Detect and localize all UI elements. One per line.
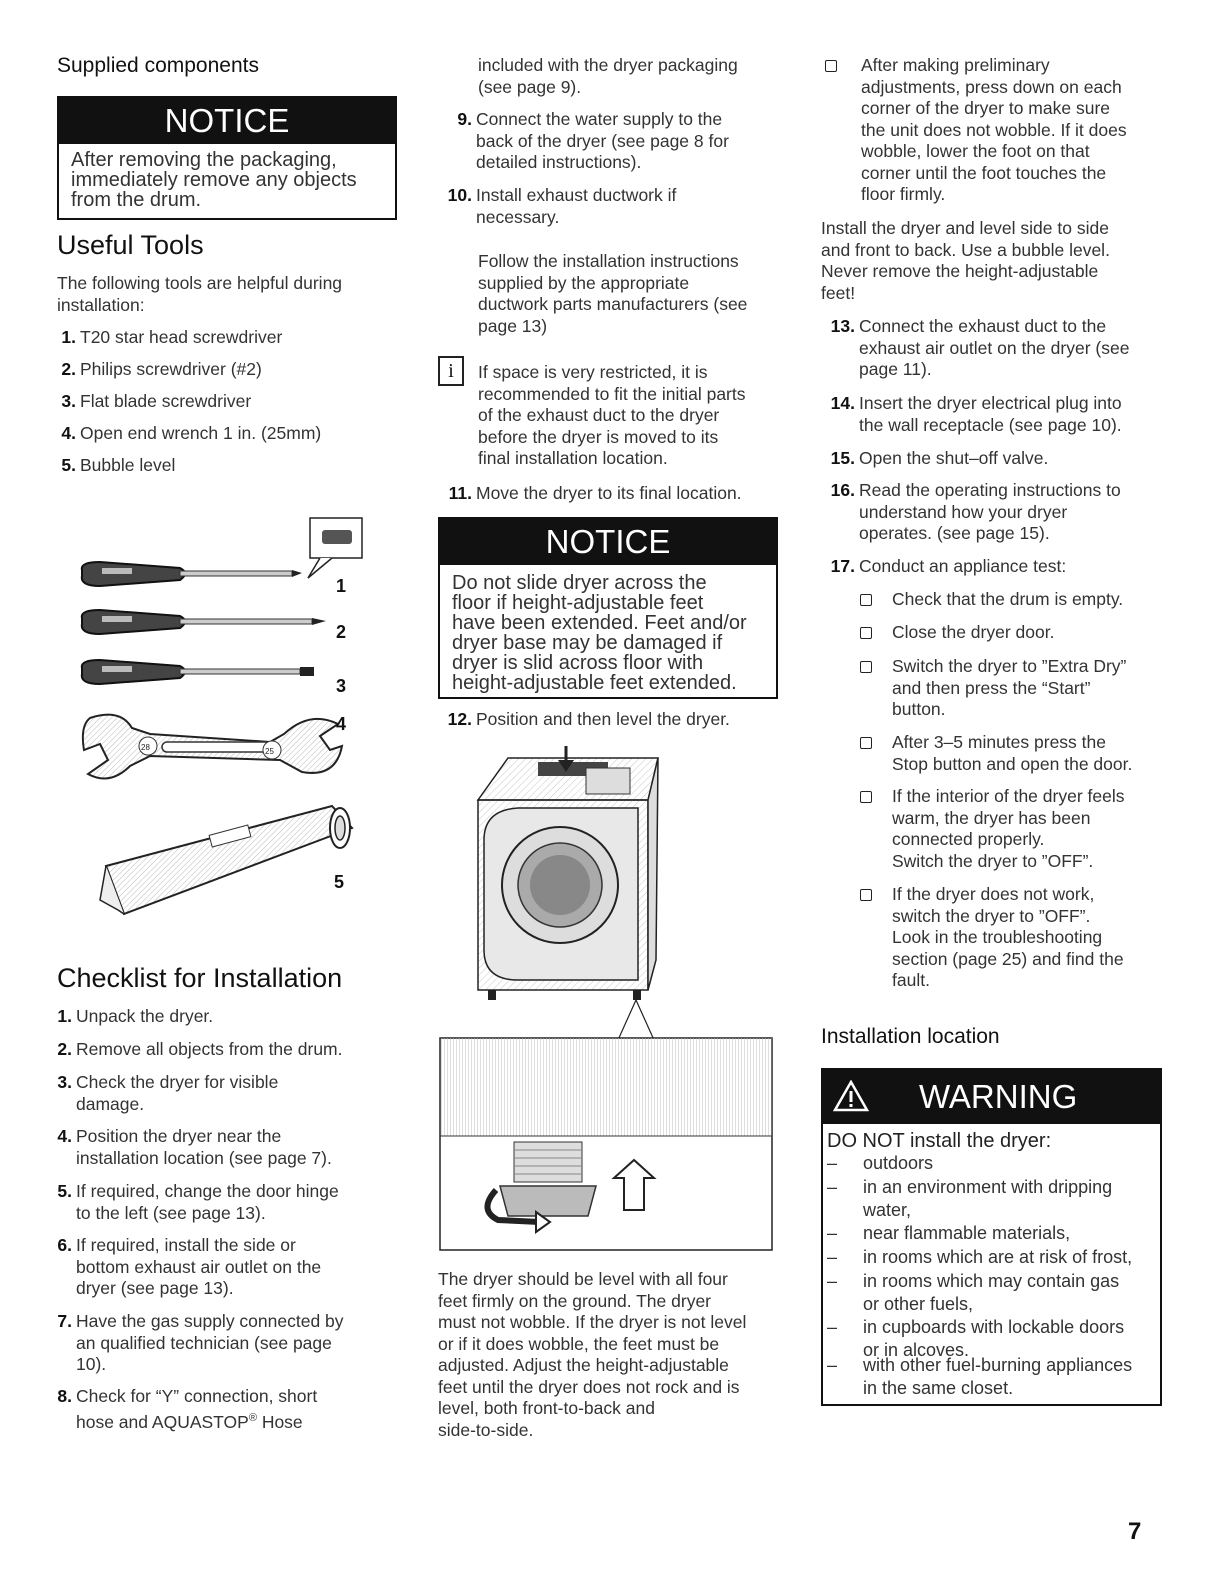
text-line: in the same closet. bbox=[863, 1378, 1014, 1398]
checklist-heading: Checklist for Installation bbox=[57, 963, 343, 993]
checklist-text bbox=[476, 185, 676, 228]
text-line: final installation location. bbox=[478, 448, 668, 468]
leveling-text bbox=[438, 1269, 746, 1441]
text-line: section (page 25) and find the bbox=[892, 948, 1124, 969]
checklist-text bbox=[892, 656, 1126, 721]
checklist-text bbox=[892, 732, 1132, 775]
notice-line: dryer base may be damaged if bbox=[452, 632, 723, 654]
warning-item: – bbox=[827, 1153, 838, 1173]
dryer-icon bbox=[478, 758, 658, 1000]
checkbox-icon bbox=[825, 60, 837, 72]
text-line: adjusted. Adjust the height-adjustable bbox=[438, 1355, 729, 1375]
checklist-text bbox=[76, 1235, 321, 1300]
warning-triangle-icon bbox=[833, 1080, 869, 1112]
list-number: 11. bbox=[448, 483, 472, 503]
prelim-check-item bbox=[825, 55, 1165, 204]
text-line: Connect the exhaust duct to the bbox=[859, 316, 1107, 336]
warning-item: – bbox=[827, 1271, 838, 1291]
checklist-item bbox=[434, 109, 729, 174]
text-line: necessary. bbox=[476, 206, 560, 227]
checklist-text: Move the dryer to its final location. bbox=[476, 483, 742, 503]
notice-title: NOTICE bbox=[59, 98, 395, 144]
text-line: If required, install the side or bbox=[76, 1235, 296, 1255]
text-line: Look in the troubleshooting bbox=[892, 927, 1103, 947]
list-number: 2. bbox=[61, 359, 76, 379]
list-number: 5. bbox=[57, 1181, 72, 1201]
checklist-text bbox=[859, 316, 1129, 381]
checklist-text: Close the dryer door. bbox=[892, 622, 1055, 642]
checkbox-icon bbox=[860, 661, 872, 673]
warning-item-text bbox=[863, 1354, 1132, 1400]
text-line: of the exhaust duct to the dryer bbox=[478, 405, 720, 425]
checklist-item bbox=[34, 1311, 344, 1376]
checklist-item bbox=[34, 1072, 278, 1115]
warning-item-text: in rooms which are at risk of frost, bbox=[863, 1247, 1133, 1267]
text-line: or if it does wobble, the feet must be bbox=[438, 1333, 720, 1354]
text-line: feet until the dryer does not rock and is bbox=[438, 1376, 740, 1397]
text-line: corner until the foot touches the bbox=[861, 162, 1107, 183]
foot-detail-icon bbox=[440, 1038, 772, 1250]
list-number: 9. bbox=[457, 109, 472, 129]
checklist-text bbox=[76, 1181, 339, 1224]
tool-item bbox=[38, 327, 282, 349]
text-line: Follow the installation instructions bbox=[478, 251, 739, 271]
checklist-text bbox=[476, 109, 729, 174]
figure-label-1: 1 bbox=[336, 576, 347, 596]
text-line: switch the dryer to ”OFF”. bbox=[892, 905, 1091, 926]
checklist-text bbox=[892, 884, 1124, 992]
text-line: ductwork parts manufacturers (see bbox=[478, 294, 748, 314]
tool-item bbox=[38, 423, 321, 445]
text-line: If required, change the door hinge bbox=[76, 1181, 339, 1201]
text-line: floor firmly. bbox=[861, 184, 946, 204]
tool-item bbox=[38, 455, 175, 477]
text-line: feet! bbox=[821, 282, 856, 303]
list-number: 14. bbox=[830, 393, 855, 413]
text-line: and then press the “Start” bbox=[892, 677, 1091, 698]
text-line: connected properly. bbox=[892, 829, 1045, 849]
notice-line: from the drum. bbox=[71, 189, 202, 211]
notice-line: height-adjustable feet extended. bbox=[452, 672, 737, 694]
tool-text: Flat blade screwdriver bbox=[80, 391, 252, 411]
checklist-text bbox=[859, 393, 1122, 436]
checklist-text: Conduct an appliance test: bbox=[859, 556, 1067, 576]
text-line: Read the operating instructions to bbox=[859, 480, 1121, 500]
checklist-text: Check that the drum is empty. bbox=[892, 589, 1124, 609]
tool-text: T20 star head screwdriver bbox=[80, 327, 283, 347]
zoom-line bbox=[618, 1000, 636, 1040]
list-number: 3. bbox=[61, 391, 76, 411]
text-line: recommended to fit the initial parts bbox=[478, 383, 746, 404]
text-line: or other fuels, bbox=[863, 1294, 974, 1314]
text-line: adjustments, press down on each bbox=[861, 76, 1122, 97]
text-line: Connect the water supply to the bbox=[476, 109, 723, 129]
text-line: exhaust air outlet on the dryer (see bbox=[859, 337, 1130, 358]
notice-title: NOTICE bbox=[440, 519, 776, 565]
text-line: Check the dryer for visible bbox=[76, 1072, 279, 1092]
checklist-item bbox=[817, 480, 1121, 545]
text-line: dryer (see page 13). bbox=[76, 1278, 234, 1298]
checklist-text bbox=[861, 55, 1127, 206]
text-line: After making preliminary bbox=[861, 55, 1050, 75]
star-bit-icon bbox=[322, 530, 352, 544]
page-number: 7 bbox=[1128, 1518, 1142, 1545]
notice-line: Do not slide dryer across the bbox=[452, 572, 707, 594]
text-line: Switch the dryer to ”OFF”. bbox=[892, 850, 1094, 871]
checklist-item bbox=[34, 1126, 332, 1169]
tool-text: Open end wrench 1 in. (25mm) bbox=[80, 423, 322, 443]
text-line: an qualified technician (see page bbox=[76, 1332, 332, 1353]
checklist-item bbox=[434, 483, 742, 505]
notice-box-packaging bbox=[57, 96, 397, 220]
bubble-level-icon bbox=[100, 806, 352, 914]
list-number: 13. bbox=[830, 316, 855, 336]
text-line: damage. bbox=[76, 1093, 145, 1114]
text-line: page 13) bbox=[478, 315, 548, 336]
checklist-text bbox=[76, 1126, 332, 1169]
warning-item-text: outdoors bbox=[863, 1153, 934, 1173]
warning-item: – bbox=[827, 1355, 838, 1375]
text-line: operates. (see page 15). bbox=[859, 523, 1050, 543]
text-line: Insert the dryer electrical plug into bbox=[859, 393, 1122, 413]
list-number: 17. bbox=[830, 556, 855, 576]
checkbox-icon bbox=[860, 627, 872, 639]
checkbox-icon bbox=[860, 594, 872, 606]
notice-line: After removing the packaging, bbox=[71, 149, 337, 171]
philips-screwdriver-icon bbox=[82, 610, 326, 634]
notice-line: floor if height-adjustable feet bbox=[452, 592, 704, 614]
text-line: feet firmly on the ground. The dryer bbox=[438, 1290, 712, 1311]
text-line: must not wobble. If the dryer is not level bbox=[438, 1312, 747, 1332]
warning-title: WARNING bbox=[919, 1078, 1078, 1115]
list-number: 1. bbox=[61, 327, 76, 347]
text-line: 10). bbox=[76, 1354, 107, 1374]
warning-item: – bbox=[827, 1247, 838, 1267]
wrench-size-mark: 28 bbox=[141, 743, 150, 752]
notice-line: immediately remove any objects bbox=[71, 169, 357, 191]
checklist-item bbox=[817, 556, 1066, 578]
info-note bbox=[478, 362, 746, 470]
checklist-text bbox=[892, 786, 1124, 872]
installation-location-heading: Installation location bbox=[821, 1025, 1000, 1048]
notice-line: have been extended. Feet and/or bbox=[452, 612, 747, 634]
list-number: 15. bbox=[830, 448, 855, 468]
supplied-components-heading: Supplied components bbox=[57, 54, 259, 77]
checklist-text bbox=[859, 480, 1121, 545]
tool-text: Bubble level bbox=[80, 455, 176, 475]
ductwork-instructions bbox=[478, 251, 747, 337]
checklist-text: Position and then level the dryer. bbox=[476, 709, 730, 729]
text-line: included with the dryer packaging bbox=[478, 55, 738, 75]
test-check-item bbox=[860, 884, 1124, 990]
warning-item: – bbox=[827, 1317, 838, 1337]
info-icon: i bbox=[438, 356, 464, 386]
test-check-item bbox=[860, 589, 1124, 611]
text-line: button. bbox=[892, 699, 946, 719]
text-line: water, bbox=[863, 1200, 912, 1220]
text-line: and front to back. Use a bubble level. bbox=[821, 239, 1110, 260]
checklist-item bbox=[34, 1039, 343, 1061]
figure-label-3: 3 bbox=[336, 676, 347, 696]
text-line: detailed instructions). bbox=[476, 152, 642, 172]
test-check-item bbox=[860, 656, 1127, 719]
list-number: 1. bbox=[57, 1006, 72, 1026]
checklist-item bbox=[434, 709, 730, 731]
text-line: or in alcoves. bbox=[863, 1340, 970, 1360]
checkbox-icon bbox=[860, 737, 872, 749]
text-line: the unit does not wobble. If it does bbox=[861, 119, 1127, 140]
checklist-item bbox=[34, 1006, 213, 1028]
checklist-text: Remove all objects from the drum. bbox=[76, 1039, 343, 1059]
list-number: 12. bbox=[447, 709, 472, 729]
text-line: fault. bbox=[892, 970, 930, 990]
bit-callout-pointer bbox=[308, 558, 332, 578]
text-line: Position the dryer near the bbox=[76, 1126, 282, 1146]
text-line: in rooms which may contain gas bbox=[863, 1271, 1120, 1291]
checklist-item bbox=[817, 316, 1129, 381]
text-line: installation location (see page 7). bbox=[76, 1147, 332, 1168]
text-line: Switch the dryer to ”Extra Dry” bbox=[892, 656, 1127, 676]
list-number: 10. bbox=[447, 185, 472, 205]
text-line: If the dryer does not work, bbox=[892, 884, 1095, 904]
install-level-text bbox=[821, 218, 1110, 304]
tool-item bbox=[38, 359, 262, 381]
checklist-item bbox=[34, 1235, 321, 1300]
list-number: 5. bbox=[61, 455, 76, 475]
checkbox-icon bbox=[860, 889, 872, 901]
text-line: bottom exhaust air outlet on the bbox=[76, 1256, 322, 1277]
tools-intro-line: installation: bbox=[57, 294, 145, 315]
notice-body bbox=[59, 144, 395, 216]
text-line: The dryer should be level with all four bbox=[438, 1269, 728, 1289]
tools-intro bbox=[57, 273, 342, 316]
text-line: in an environment with dripping bbox=[863, 1177, 1113, 1197]
list-number: 2. bbox=[57, 1039, 72, 1059]
tool-item bbox=[38, 391, 251, 413]
figure-label-5: 5 bbox=[334, 872, 345, 892]
checklist-item bbox=[817, 393, 1122, 436]
tools-illustration bbox=[70, 510, 380, 930]
text-line: hose and AQUASTOP bbox=[76, 1411, 249, 1432]
text-line: understand how your dryer bbox=[859, 501, 1068, 522]
tool-text: Philips screwdriver (#2) bbox=[80, 359, 262, 379]
text-line: After 3–5 minutes press the bbox=[892, 732, 1106, 752]
warning-item-text: near flammable materials, bbox=[863, 1223, 1071, 1243]
warning-item: – bbox=[827, 1223, 838, 1243]
list-number: 7. bbox=[57, 1311, 72, 1331]
list-number: 4. bbox=[57, 1126, 72, 1146]
zoom-line bbox=[636, 1000, 654, 1040]
text-line: to the left (see page 13). bbox=[76, 1202, 266, 1223]
checklist-item bbox=[817, 448, 1048, 470]
wrench-size-mark: 25 bbox=[265, 747, 274, 756]
notice-body bbox=[440, 565, 776, 699]
notice-line: dryer is slid across floor with bbox=[452, 652, 704, 674]
warning-item-text bbox=[863, 1270, 1119, 1316]
checklist-item bbox=[34, 1386, 317, 1433]
text-line: with other fuel-burning appliances bbox=[863, 1355, 1133, 1375]
warning-item-text bbox=[863, 1176, 1112, 1222]
test-check-item bbox=[860, 786, 1125, 871]
checklist-text: Unpack the dryer. bbox=[76, 1006, 214, 1026]
text-line: the wall receptacle (see page 10). bbox=[859, 414, 1122, 435]
text-line: back of the dryer (see page 8 for bbox=[476, 130, 729, 151]
checklist-item bbox=[434, 185, 676, 228]
list-number: 8. bbox=[57, 1386, 72, 1406]
text-line: wobble, lower the foot on that bbox=[861, 141, 1090, 161]
text-line: level, both front-to-back and bbox=[438, 1398, 655, 1418]
text-line: If space is very restricted, it is bbox=[478, 362, 708, 382]
text-line: Install exhaust ductwork if bbox=[476, 185, 677, 205]
checklist-text: Open the shut–off valve. bbox=[859, 448, 1049, 468]
text-line: corner of the dryer to make sure bbox=[861, 98, 1110, 118]
text-line: in cupboards with lockable doors bbox=[863, 1317, 1125, 1337]
dryer-leveling-illustration bbox=[438, 740, 778, 1255]
notice-box-sliding bbox=[438, 517, 778, 699]
list-number: 6. bbox=[57, 1235, 72, 1255]
text-line: side-to-side. bbox=[438, 1419, 534, 1440]
checkbox-icon bbox=[860, 791, 872, 803]
text-line: Install the dryer and level side to side bbox=[821, 218, 1109, 238]
test-check-item bbox=[860, 732, 1133, 774]
checklist-item bbox=[34, 1181, 339, 1224]
warning-item: – bbox=[827, 1177, 838, 1197]
warning-lead: DO NOT install the dryer: bbox=[827, 1130, 1052, 1152]
warning-box bbox=[821, 1068, 1162, 1406]
test-check-item bbox=[860, 622, 1055, 644]
checklist-text bbox=[76, 1386, 317, 1433]
text-line: page 11). bbox=[859, 359, 932, 379]
text-line: Hose bbox=[256, 1411, 303, 1432]
checklist-text bbox=[76, 1072, 278, 1115]
text-line: Stop button and open the door. bbox=[892, 753, 1133, 774]
wrench-icon bbox=[83, 715, 342, 779]
text-line: (see page 9). bbox=[478, 76, 582, 97]
list-number: 3. bbox=[57, 1072, 72, 1092]
figure-label-4: 4 bbox=[336, 714, 347, 734]
checklist-text bbox=[76, 1311, 344, 1376]
useful-tools-heading: Useful Tools bbox=[57, 230, 204, 260]
text-line: warm, the dryer has been bbox=[892, 807, 1091, 828]
registered-mark: ® bbox=[248, 1411, 257, 1424]
tools-intro-line: The following tools are helpful during bbox=[57, 273, 343, 293]
warning-title-bar bbox=[823, 1070, 1160, 1124]
flat-screwdriver-icon bbox=[82, 660, 314, 684]
item8-continuation bbox=[478, 55, 738, 98]
list-number: 16. bbox=[830, 480, 855, 500]
text-line: Check for “Y” connection, short bbox=[76, 1386, 318, 1406]
star-screwdriver-icon bbox=[82, 562, 302, 586]
text-line: Never remove the height-adjustable bbox=[821, 261, 1099, 281]
list-number: 4. bbox=[61, 423, 76, 443]
text-line: supplied by the appropriate bbox=[478, 272, 690, 293]
text-line: Have the gas supply connected by bbox=[76, 1311, 344, 1331]
text-line: If the interior of the dryer feels bbox=[892, 786, 1125, 806]
text-line: before the dryer is moved to its bbox=[478, 426, 719, 447]
figure-label-2: 2 bbox=[336, 622, 347, 642]
